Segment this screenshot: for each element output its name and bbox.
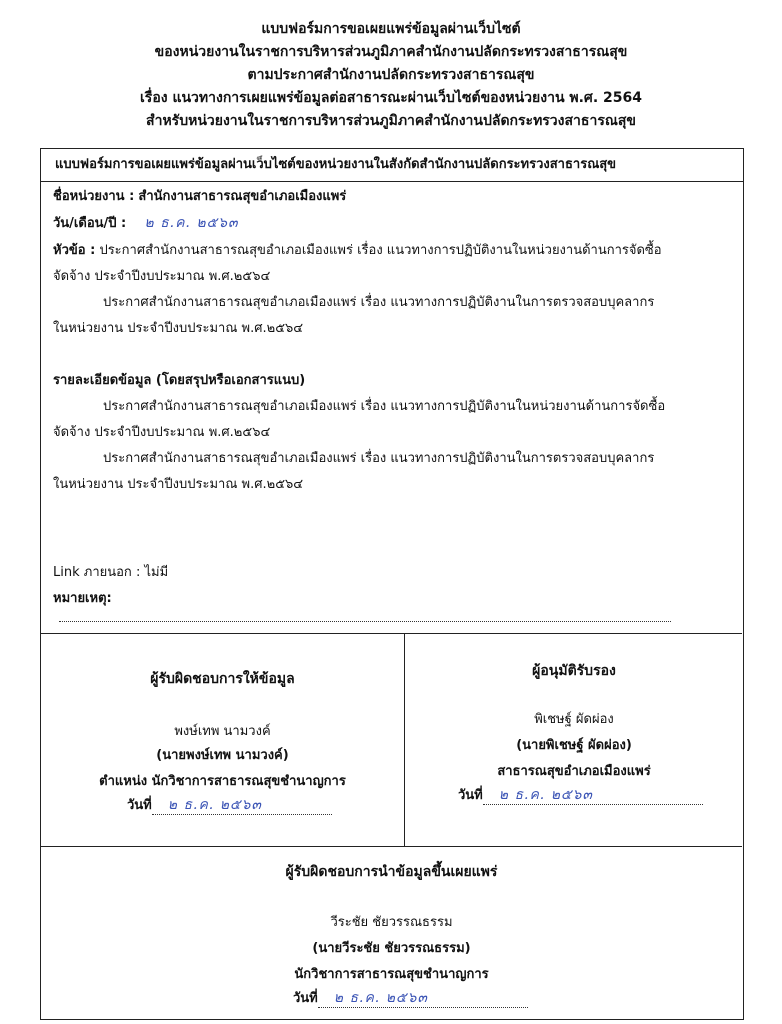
approver-signature-block [406, 634, 742, 846]
header-line-2: ของหน่วยงานในราชการบริหารส่วนภูมิภาคสำนักงานปลัดกระทรวงสาธารณสุข [154, 44, 628, 60]
header-line-4: เรื่อง แนวทางการเผยแพร่ข้อมูลต่อสาธารณะผ่านเว็บไซต์ของหน่วยงาน พ.ศ. 2564 [140, 90, 642, 106]
approver-position: สาธารณสุขอำเภอเมืองแพร่ [497, 764, 651, 779]
details-label: รายละเอียดข้อมูล (โดยสรุปหรือเอกสารแนบ) [53, 373, 306, 388]
details-line-2: จัดจ้าง ประจำปีงบประมาณ พ.ศ.๒๕๖๔ [53, 425, 271, 440]
approver-date-line [458, 784, 703, 805]
publisher-date-line [293, 987, 528, 1008]
signature-section [41, 633, 742, 847]
link-label: Link ภายนอก : [53, 565, 141, 580]
responsible-position: ตำแหน่ง นักวิชาการสาธารณสุขชำนาญการ [99, 774, 346, 789]
form-content [41, 181, 741, 633]
topic-line-4: ในหน่วยงาน ประจำปีงบประมาณ พ.ศ.๒๕๖๔ [53, 321, 304, 336]
document-header [0, 18, 782, 133]
signature-divider [404, 634, 405, 846]
publisher-name: (นายวีระชัย ชัยวรรณธรรม) [312, 941, 471, 956]
remark-label: หมายเหตุ: [53, 591, 112, 606]
details-line-4: ในหน่วยงาน ประจำปีงบประมาณ พ.ศ.๒๕๖๔ [53, 477, 304, 492]
topic-row [53, 241, 662, 261]
date-stamp: ๒ ธ.ค. ๒๕๖๓ [144, 215, 239, 231]
approver-signature: พิเชษฐ์ ผัดผ่อง [534, 712, 614, 727]
responsible-date-line [127, 794, 332, 815]
responsible-date-stamp: ๒ ธ.ค. ๒๕๖๓ [167, 797, 262, 813]
responsible-signature-block [41, 634, 404, 846]
publisher-title: ผู้รับผิดชอบการนำข้อมูลขึ้นเผยแพร่ [285, 864, 498, 880]
date-label: วัน/เดือน/ปี : [53, 216, 127, 231]
agency-row [53, 187, 346, 207]
remark-dotted-line [59, 621, 671, 622]
publisher-position: นักวิชาการสาธารณสุขชำนาญการ [294, 967, 489, 982]
approver-date-stamp: ๒ ธ.ค. ๒๕๖๓ [498, 787, 593, 803]
responsible-name: (นายพงษ์เทพ นามวงค์) [156, 748, 289, 763]
publisher-signature-block [41, 845, 742, 1017]
link-row [53, 563, 168, 583]
approver-date-label: วันที่ [458, 788, 483, 803]
header-line-5: สำหรับหน่วยงานในราชการบริหารส่วนภูมิภาคสำนักงานปลัดกระทรวงสาธารณสุข [146, 113, 636, 129]
topic-line-3: ประกาศสำนักงานสาธารณสุขอำเภอเมืองแพร่ เรื่อง แนวทางการปฏิบัติงานในการตรวจสอบบุคลากร [103, 295, 655, 310]
agency-label: ชื่อหน่วยงาน : [53, 189, 135, 204]
agency-value: สำนักงานสาธารณสุขอำเภอเมืองแพร่ [138, 189, 347, 204]
date-row [53, 213, 239, 234]
publisher-date-label: วันที่ [293, 991, 318, 1006]
topic-line-2: จัดจ้าง ประจำปีงบประมาณ พ.ศ.๒๕๖๔ [53, 269, 271, 284]
link-value: ไม่มี [144, 565, 169, 580]
publisher-signature: วีระชัย ชัยวรรณธรรม [330, 915, 453, 930]
responsible-title: ผู้รับผิดชอบการให้ข้อมูล [150, 671, 295, 687]
header-line-1: แบบฟอร์มการขอเผยแพร่ข้อมูลผ่านเว็บไซต์ [261, 21, 521, 37]
details-line-1: ประกาศสำนักงานสาธารณสุขอำเภอเมืองแพร่ เรื่อง แนวทางการปฏิบัติงานในหน่วยงานด้านการจัดซื้อ [103, 399, 666, 414]
responsible-signature: พงษ์เทพ นามวงค์ [174, 724, 271, 739]
form-title: แบบฟอร์มการขอเผยแพร่ข้อมูลผ่านเว็บไซต์ของหน่วยงานในสังกัดสำนักงานปลัดกระทรวงสาธารณสุข [41, 149, 743, 182]
approver-title: ผู้อนุมัติรับรอง [532, 663, 616, 679]
request-form [40, 148, 744, 1020]
topic-line-1: ประกาศสำนักงานสาธารณสุขอำเภอเมืองแพร่ เรื่อง แนวทางการปฏิบัติงานในหน่วยงานด้านการจัดซื้อ [99, 243, 662, 258]
details-line-3: ประกาศสำนักงานสาธารณสุขอำเภอเมืองแพร่ เรื่อง แนวทางการปฏิบัติงานในการตรวจสอบบุคลากร [103, 451, 655, 466]
publisher-date-stamp: ๒ ธ.ค. ๒๕๖๓ [333, 990, 428, 1006]
header-line-3: ตามประกาศสำนักงานปลัดกระทรวงสาธารณสุข [247, 67, 535, 83]
approver-name: (นายพิเชษฐ์ ผัดผ่อง) [516, 738, 632, 753]
responsible-date-label: วันที่ [127, 798, 152, 813]
topic-label: หัวข้อ : [53, 243, 96, 258]
